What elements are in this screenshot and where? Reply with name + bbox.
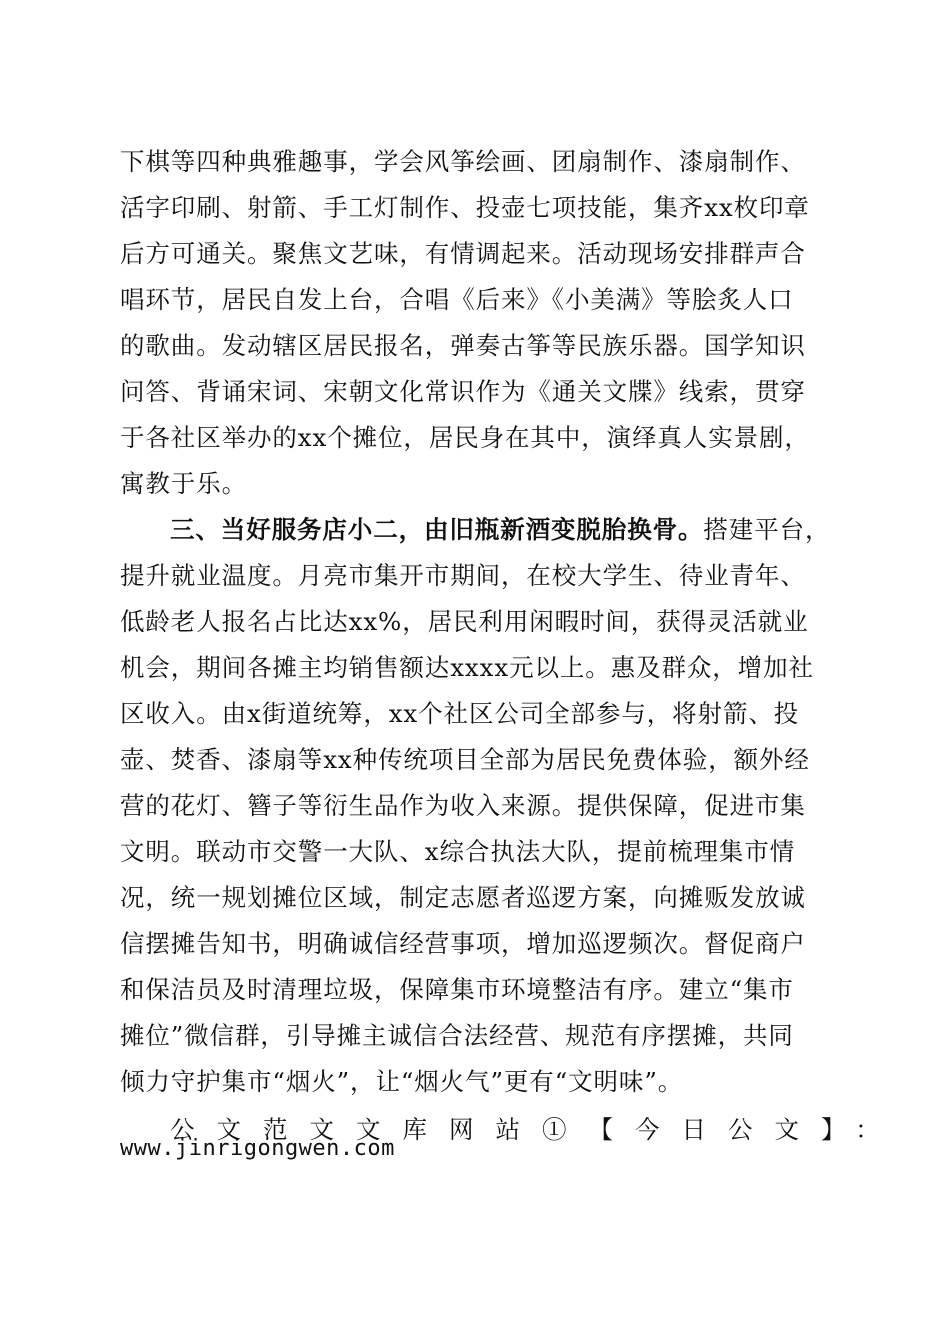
paragraph-line: 营的花灯、簪子等衍生品作为收入来源。提供保障，促进市集	[120, 791, 806, 820]
paragraph-line: 寓教于乐。	[120, 469, 247, 498]
paragraph-line: 文明。联动市交警一大队、x综合执法大队，提前梳理集市情	[120, 837, 796, 866]
paragraph-line: 唱环节，居民自发上台，合唱《后来》《小美满》等脍炙人口	[120, 285, 794, 314]
section-heading: 三、当好服务店小二，由旧瓶新酒变脱胎换骨。	[170, 515, 704, 544]
paragraph-line: 机会，期间各摊主均销售额达xxxx元以上。惠及群众，增加社	[120, 653, 814, 682]
paragraph-line: 况，统一规划摊位区域，制定志愿者巡逻方案，向摊贩发放诚	[120, 883, 806, 912]
paragraph-line: 摊位”微信群，引导摊主诚信合法经营、规范有序摆摊，共同	[120, 1021, 794, 1050]
paragraph-line: 于各社区举办的xx个摊位，居民身在其中，演绎真人实景剧，	[120, 423, 810, 452]
paragraph-line: 壶、焚香、漆扇等xx种传统项目全部为居民免费体验，额外经	[120, 745, 810, 774]
paragraph-line: 倾力守护集市“烟火”，让“烟火气”更有“文明味”。	[120, 1067, 684, 1096]
paragraph-line: 的歌曲。发动辖区居民报名，弹奏古筝等民族乐器。国学知识	[120, 331, 806, 360]
paragraph-line: 提升就业温度。月亮市集开市期间，在校大学生、待业青年、	[120, 561, 806, 590]
footer-url[interactable]: www.jinrigongwen.com	[120, 1136, 395, 1161]
paragraph-line: 后方可通关。聚焦文艺味，有情调起来。活动现场安排群声合	[120, 239, 806, 268]
paragraph-line: 活字印刷、射箭、手工灯制作、投壶七项技能，集齐xx枚印章	[120, 193, 810, 222]
paragraph-line: 区收入。由x街道统筹，xx个社区公司全部参与，将射箭、投	[120, 699, 800, 728]
paragraph-line: 低龄老人报名占比达xx%，居民利用闲暇时间，获得灵活就业	[120, 607, 809, 636]
paragraph-line: 问答、背诵宋词、宋朝文化常识作为《通关文牒》线索，贯穿	[120, 377, 806, 406]
paragraph-line: 和保洁员及时清理垃圾，保障集市环境整洁有序。建立“集市	[120, 975, 794, 1004]
footer-site-line: 公文范文文库网站①【今日公文】：	[170, 1115, 902, 1144]
paragraph-line: 下棋等四种典雅趣事，学会风筝绘画、团扇制作、漆扇制作、	[120, 147, 806, 176]
section-heading-line	[170, 510, 830, 550]
paragraph-line-rest: 搭建平台，	[703, 515, 831, 544]
paragraph-line: 信摆摊告知书，明确诚信经营事项，增加巡逻频次。督促商户	[120, 929, 806, 958]
